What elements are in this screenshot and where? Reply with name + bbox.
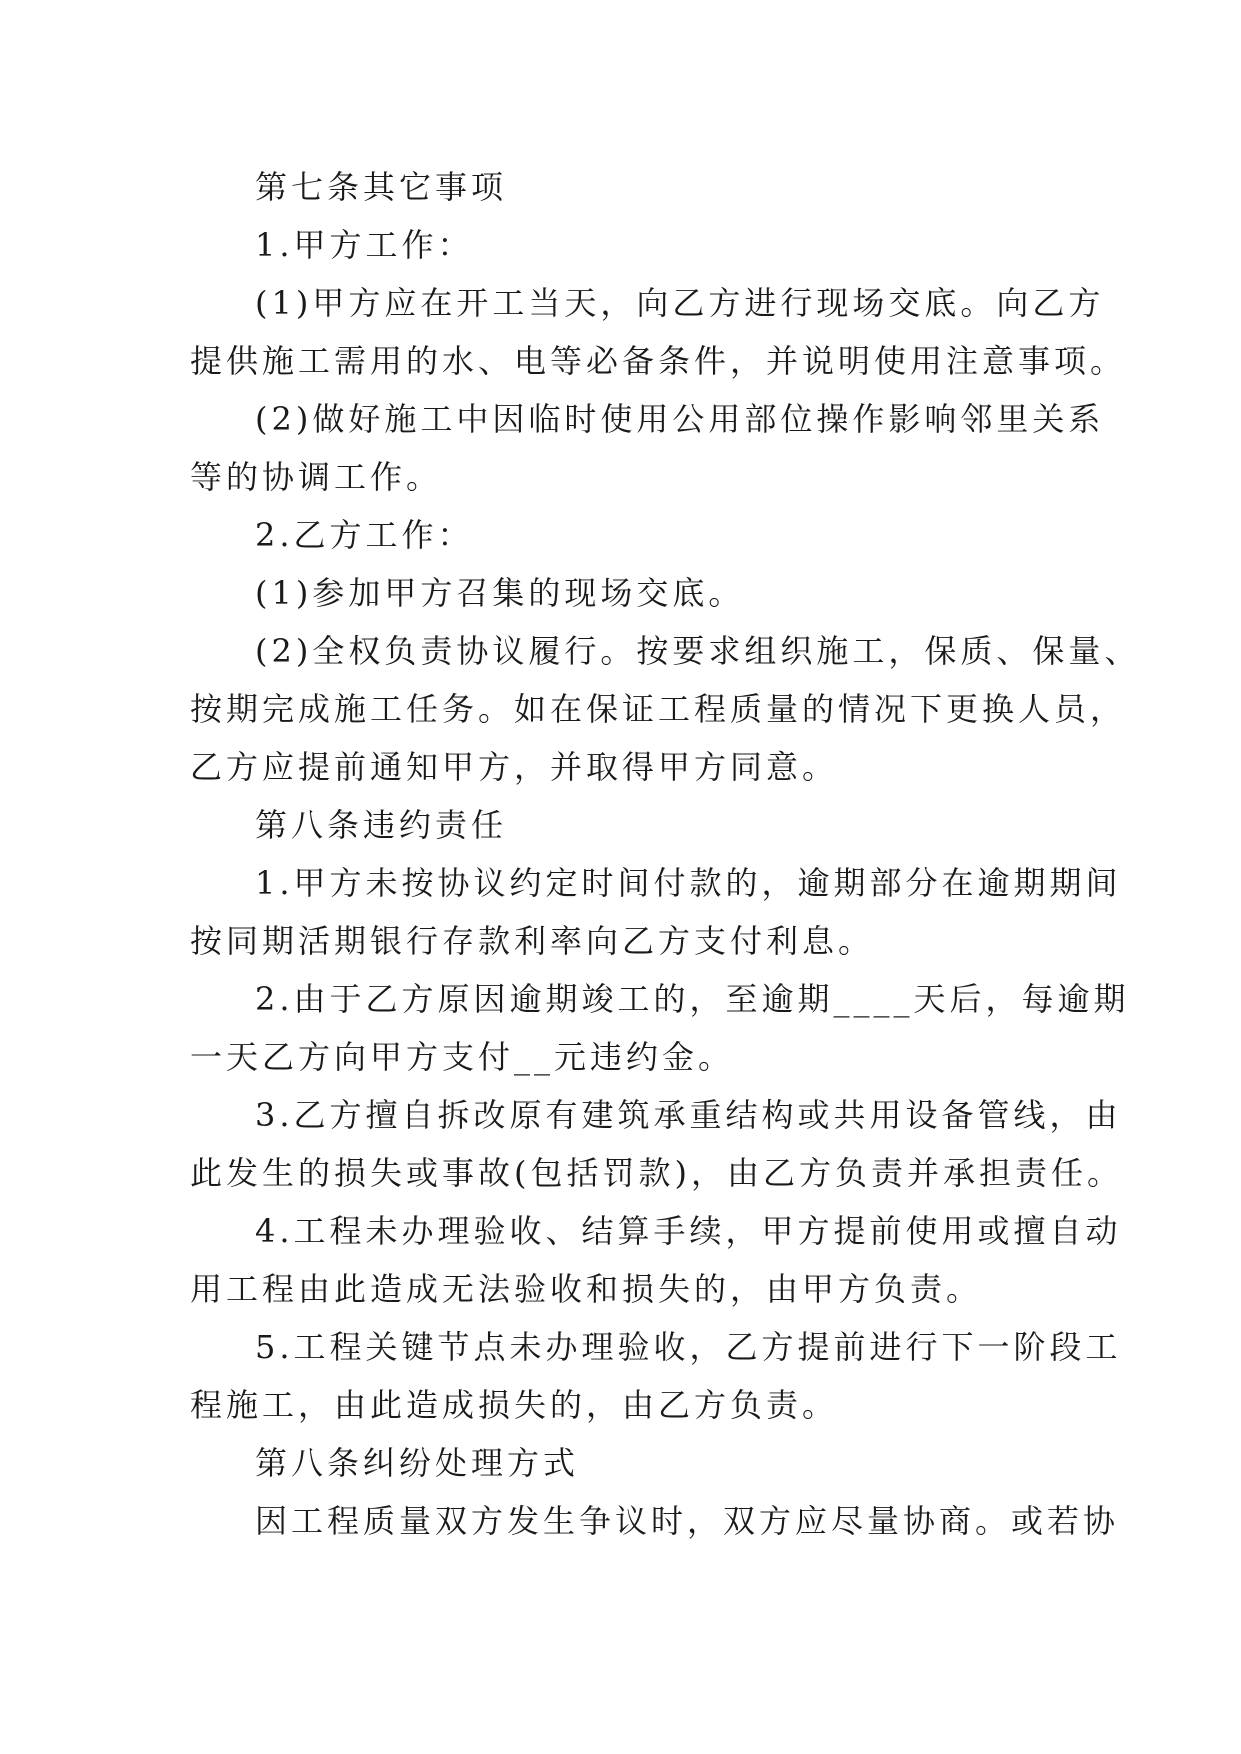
paragraph-line: 因工程质量双方发生争议时，双方应尽量协商。或若协 (255, 1502, 1120, 1540)
paragraph-line: 等的协调工作。 (190, 458, 443, 496)
paragraph-line: 1.甲方工作： (255, 226, 474, 264)
paragraph-line: 1.甲方未按协议约定时间付款的，逾期部分在逾期期间 (255, 864, 1122, 902)
paragraph-line: 程施工，由此造成损失的，由乙方负责。 (190, 1386, 839, 1424)
paragraph-line: 此发生的损失或事故(包括罚款)，由乙方负责并承担责任。 (190, 1154, 1123, 1192)
paragraph-line: 2.乙方工作： (255, 516, 474, 554)
paragraph-line: 4.工程未办理验收、结算手续，甲方提前使用或擅自动 (255, 1212, 1122, 1250)
paragraph-line: 一天乙方向甲方支付__元违约金。 (190, 1038, 735, 1076)
paragraph-line: (2)做好施工中因临时使用公用部位操作影响邻里关系 (255, 400, 1105, 438)
paragraph-line: 用工程由此造成无法验收和损失的，由甲方负责。 (190, 1270, 983, 1308)
paragraph-line: 3.乙方擅自拆改原有建筑承重结构或共用设备管线，由 (255, 1096, 1122, 1134)
paragraph-line: 乙方应提前通知甲方，并取得甲方同意。 (190, 748, 839, 786)
section-heading-article-8-disputes: 第八条纠纷处理方式 (255, 1444, 580, 1482)
document-body (190, 158, 1141, 1550)
section-heading-article-8-liability: 第八条违约责任 (255, 806, 508, 844)
section-heading-article-7: 第七条其它事项 (255, 168, 508, 206)
paragraph-line: 5.工程关键节点未办理验收，乙方提前进行下一阶段工 (255, 1328, 1122, 1366)
paragraph-line: (1)参加甲方召集的现场交底。 (255, 574, 745, 612)
paragraph-line: 2.由于乙方原因逾期竣工的，至逾期____天后，每逾期 (255, 980, 1130, 1018)
paragraph-line: (1)甲方应在开工当天，向乙方进行现场交底。向乙方 (255, 284, 1105, 322)
paragraph-line: 按同期活期银行存款利率向乙方支付利息。 (190, 922, 875, 960)
paragraph-line: 按期完成施工任务。如在保证工程质量的情况下更换人员， (190, 690, 1127, 728)
paragraph-line: 提供施工需用的水、电等必备条件，并说明使用注意事项。 (190, 342, 1127, 380)
paragraph-line: (2)全权负责协议履行。按要求组织施工，保质、保量、 (255, 632, 1141, 670)
